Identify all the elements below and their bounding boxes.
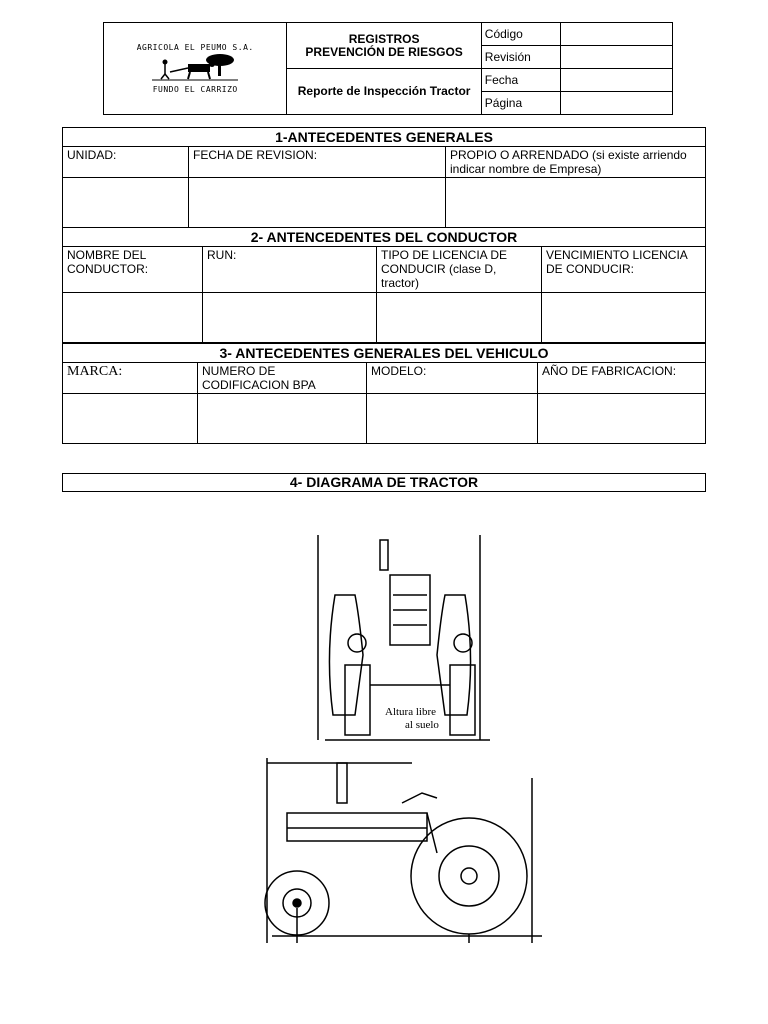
section-general-info: [62, 127, 706, 228]
farmer-plough-icon: [150, 52, 240, 82]
section3-title: 3- ANTECEDENTES GENERALES DEL VEHICULO: [63, 344, 706, 363]
section-driver: [62, 227, 706, 343]
ano-fabricacion-field[interactable]: [538, 394, 706, 444]
logo-farm-name: FUNDO EL CARRIZO: [152, 85, 238, 94]
revision-label: Revisión: [481, 46, 560, 69]
unidad-label: UNIDAD:: [63, 147, 189, 178]
propio-arrendado-label: PROPIO O ARRENDADO (si existe arriendo indicar nombre de Empresa): [446, 147, 706, 178]
vencimiento-licencia-field[interactable]: [542, 293, 706, 343]
unidad-field[interactable]: [63, 178, 189, 228]
ano-fabricacion-label: AÑO DE FABRICACION:: [538, 363, 706, 394]
propio-arrendado-field[interactable]: [446, 178, 706, 228]
company-logo: [104, 23, 287, 115]
fecha-label: Fecha: [481, 69, 560, 92]
logo-company-name: AGRICOLA EL PEUMO S.A.: [136, 43, 254, 52]
registros-label: REGISTROS: [348, 31, 420, 46]
tractor-side-view-diagram: [262, 758, 547, 948]
section1-title: 1-ANTECEDENTES GENERALES: [63, 128, 706, 147]
document-header: [103, 22, 673, 115]
fecha-revision-field[interactable]: [189, 178, 446, 228]
pagina-label: Página: [481, 92, 560, 115]
fecha-revision-label: FECHA DE REVISION:: [189, 147, 446, 178]
numero-codificacion-field[interactable]: [198, 394, 367, 444]
marca-field[interactable]: [63, 394, 198, 444]
nombre-conductor-label: NOMBRE DEL CONDUCTOR:: [63, 247, 203, 293]
modelo-label: MODELO:: [367, 363, 538, 394]
vencimiento-licencia-label: VENCIMIENTO LICENCIA DE CONDUCIR:: [542, 247, 706, 293]
pagina-value[interactable]: [560, 92, 672, 115]
marca-label: MARCA:: [63, 363, 198, 394]
records-title: [287, 23, 481, 69]
section4-title: 4- DIAGRAMA DE TRACTOR: [62, 473, 706, 492]
section-vehicle: [62, 343, 706, 444]
numero-codificacion-label: NUMERO DE CODIFICACION BPA: [198, 363, 367, 394]
revision-value[interactable]: [560, 46, 672, 69]
codigo-label: Código: [481, 23, 560, 46]
tipo-licencia-field[interactable]: [377, 293, 542, 343]
prevencion-label: PREVENCIÓN DE RIESGOS: [305, 44, 463, 59]
section2-title: 2- ANTENCEDENTES DEL CONDUCTOR: [63, 228, 706, 247]
run-label: RUN:: [203, 247, 377, 293]
nombre-conductor-field[interactable]: [63, 293, 203, 343]
clearance-label-1: Altura libre: [385, 706, 437, 718]
fecha-value[interactable]: [560, 69, 672, 92]
tipo-licencia-label: TIPO DE LICENCIA DE CONDUCIR (clase D, tractor): [377, 247, 542, 293]
run-field[interactable]: [203, 293, 377, 343]
tractor-front-view-diagram: [315, 535, 500, 745]
modelo-field[interactable]: [367, 394, 538, 444]
clearance-label-2: al suelo: [405, 719, 439, 731]
codigo-value[interactable]: [560, 23, 672, 46]
report-title: Reporte de Inspección Tractor: [287, 69, 481, 115]
